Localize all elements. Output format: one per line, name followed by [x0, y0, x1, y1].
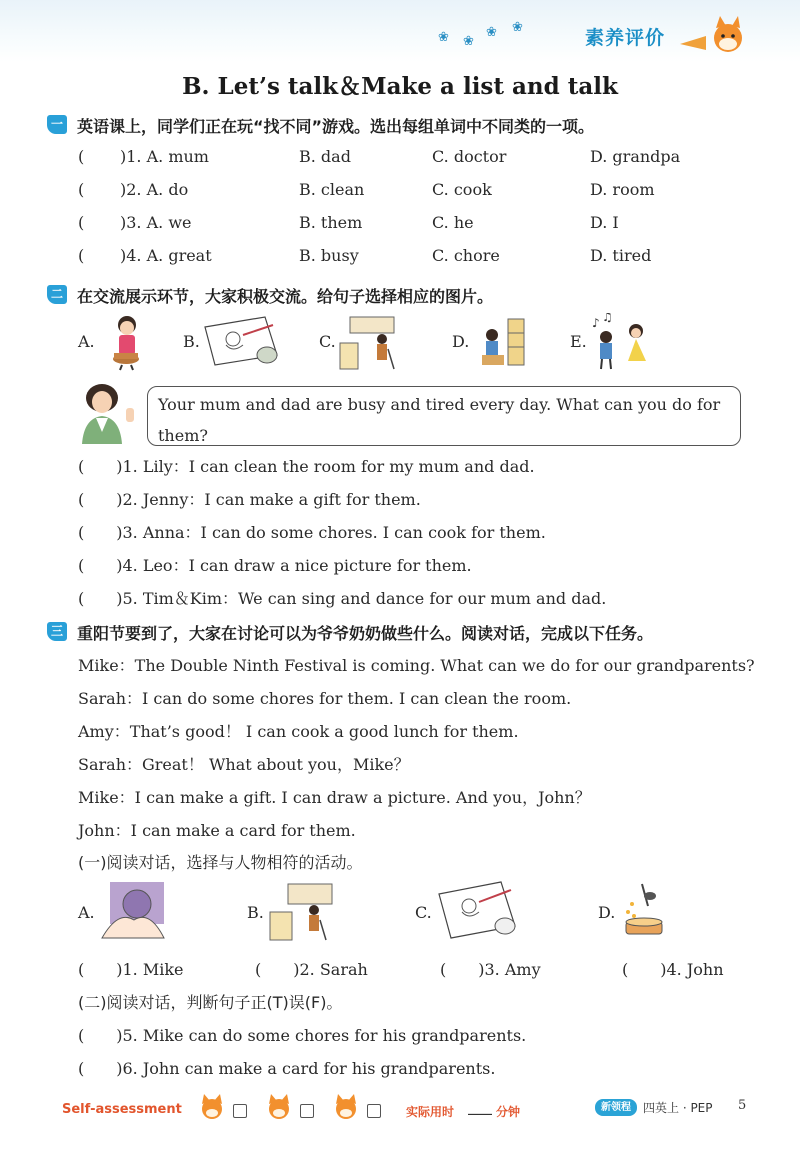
cooking-picture	[620, 880, 670, 942]
dialogue-line: Sarah：I can do some chores for them. I can clean the room.	[78, 689, 572, 708]
svg-text:♪: ♪	[592, 316, 600, 330]
tf-item: ( )6. John can make a card for his grandparents.	[78, 1059, 496, 1078]
page-title: B. Let’s talk＆Make a list and talk	[182, 73, 618, 100]
pic-label-e: E.	[570, 332, 587, 351]
dialogue-line: Amy：That’s good！ I can cook a good lunch for them.	[78, 722, 519, 741]
pic-label-a: A.	[78, 903, 95, 922]
dialogue-line: Sarah：Great！ What about you，Mike？	[78, 755, 410, 774]
match-item: ( )3. Amy	[440, 960, 541, 979]
room-cleaning-picture	[268, 882, 334, 942]
chores-picture	[478, 315, 528, 371]
section-badge: 一	[47, 115, 67, 134]
gift-making-picture	[100, 880, 166, 942]
option-a: )1. A. mum	[120, 147, 209, 166]
paw-icon: ❀	[438, 30, 449, 45]
dialogue-line: John：I can make a card for them.	[78, 821, 356, 840]
sentence-item: ( )1. Lily：I can clean the room for my mum and dad.	[78, 457, 535, 476]
option-d: D. grandpa	[590, 147, 681, 166]
rating-checkbox[interactable]	[300, 1104, 314, 1118]
fox-face-icon	[330, 1094, 362, 1120]
option-b: B. clean	[299, 180, 365, 199]
option-b: B. them	[299, 213, 363, 232]
section-instruction: 英语课上，同学们正在玩“找不同”游戏。选出每组单词中不同类的一项。	[77, 117, 595, 136]
header-label: 素养评价	[585, 27, 666, 49]
page-number: 5	[738, 1098, 747, 1113]
option-c: C. doctor	[432, 147, 507, 166]
sing-dance-picture	[590, 313, 660, 371]
pic-label-b: B.	[183, 332, 200, 351]
option-c: C. chore	[432, 246, 500, 265]
pic-label-c: C.	[319, 332, 336, 351]
bubble-text: Your mum and dad are busy and tired every day. What can you do for them?	[158, 395, 721, 445]
paren: (	[78, 213, 85, 232]
publisher-logo: 新领程	[595, 1099, 637, 1116]
teacher-picture	[74, 380, 146, 444]
paren: (	[78, 180, 85, 199]
fox-face-icon	[196, 1094, 228, 1120]
paren: (	[78, 246, 85, 265]
paw-icon: ❀	[486, 25, 497, 40]
option-a: )4. A. great	[120, 246, 212, 265]
match-item: ( )4. John	[622, 960, 724, 979]
paw-icon: ❀	[463, 34, 474, 49]
option-d: D. room	[590, 180, 655, 199]
time-blank[interactable]: ____	[468, 1101, 492, 1115]
option-b: B. busy	[299, 246, 359, 265]
option-d: D. tired	[590, 246, 652, 265]
girl-cooking-picture	[100, 313, 150, 371]
section-badge: 二	[47, 285, 67, 304]
fox-trumpet-icon	[676, 14, 748, 58]
time-label: 实际用时	[406, 1105, 455, 1119]
section-instruction: 重阳节要到了，大家在讨论可以为爷爷奶奶做些什么。阅读对话，完成以下任务。	[77, 624, 654, 643]
room-cleaning-picture	[338, 315, 398, 371]
fox-face-icon	[263, 1094, 295, 1120]
minute-label: 分钟	[496, 1105, 521, 1119]
rating-checkbox[interactable]	[233, 1104, 247, 1118]
option-b: B. dad	[299, 147, 351, 166]
option-c: C. he	[432, 213, 474, 232]
match-item: ( )1. Mike	[78, 960, 184, 979]
option-a: )3. A. we	[120, 213, 192, 232]
self-assessment-label: Self-assessment	[62, 1102, 182, 1117]
sentence-item: ( )5. Tim＆Kim：We can sing and dance for our mum and dad.	[78, 589, 607, 608]
section-badge: 三	[47, 622, 67, 641]
pic-label-d: D.	[598, 903, 616, 922]
rating-checkbox[interactable]	[367, 1104, 381, 1118]
drawing-picture	[203, 315, 281, 367]
sentence-item: ( )3. Anna：I can do some chores. I can cook for them.	[78, 523, 546, 542]
tf-item: ( )5. Mike can do some chores for his grandparents.	[78, 1026, 527, 1045]
option-c: C. cook	[432, 180, 492, 199]
option-a: )2. A. do	[120, 180, 189, 199]
pic-label-d: D.	[452, 332, 470, 351]
paw-icon: ❀	[512, 20, 523, 35]
pic-label-b: B.	[247, 903, 264, 922]
dialogue-line: Mike：I can make a gift. I can draw a picture. And you，John？	[78, 788, 591, 807]
pic-label-a: A.	[78, 332, 95, 351]
paren: (	[78, 147, 85, 166]
drawing-picture	[437, 880, 519, 942]
pic-label-c: C.	[415, 903, 432, 922]
match-item: ( )2. Sarah	[255, 960, 368, 979]
dialogue-line: Mike：The Double Ninth Festival is coming. What can we do for our grandparents?	[78, 656, 755, 675]
section-instruction: 在交流展示环节，大家积极交流。给句子选择相应的图片。	[77, 287, 494, 306]
sentence-item: ( )4. Leo：I can draw a nice picture for them.	[78, 556, 472, 575]
part-two-instruction: (二)阅读对话，判断句子正(T)误(F)。	[78, 993, 343, 1012]
option-d: D. I	[590, 213, 619, 232]
part-one-instruction: (一)阅读对话，选择与人物相符的活动。	[78, 853, 363, 872]
svg-text:♫: ♫	[602, 313, 613, 324]
book-label: 四英上 · PEP	[643, 1101, 713, 1115]
sentence-item: ( )2. Jenny：I can make a gift for them.	[78, 490, 421, 509]
